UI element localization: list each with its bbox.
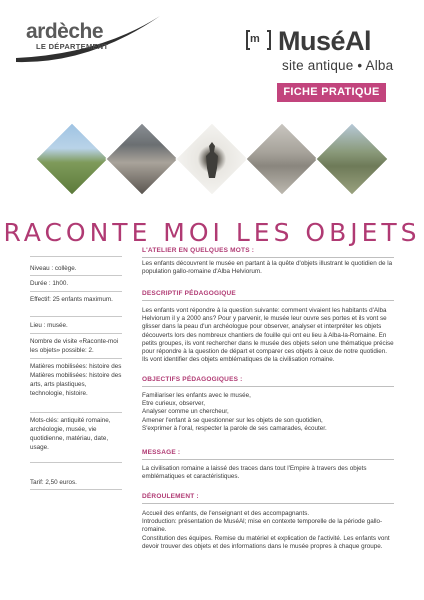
section-paragraph: Les enfants vont répondre à la question suivante: comment vivaient les habitants d'Alba Helviorum il y a 2000 ans? Pour y parvenir, le musée leur ouvre ses portes et ils vont se glisser dans la peau d'un archéologue pour observer, analyser et interpréter les objets découverts lors des nombreux chantiers de fouille qui ont eu lieu à Alba-la-Romaine. En petits groupes, ils vont rechercher dans le musée des objets selon une thématique précise pour répondre à la question de départ et comparer ces objets à ceux de notre quotidien. Ils vont identifier des objets emblématiques de la civilisation romaine. [142,307,394,364]
left-item-headcount: Effectif: 25 enfants maximum. [30,296,113,303]
section-text-objectifs [142,392,394,433]
left-separator [30,358,122,359]
left-item-subjects: Matières mobilisées: histoire des Matières mobilisées: histoire des arts, arts plastiques, technologie, histoire. [30,363,122,397]
ardeche-logo-name: ardèche [26,20,104,43]
section-text-deroulement [142,510,394,551]
section-text-atelier [142,260,394,276]
photo-stone-steps-diamond [245,122,319,196]
left-separator [30,333,122,334]
left-separator [30,412,122,413]
section-divider [142,257,394,258]
photo-group-visit-diamond [105,122,179,196]
photo-ruins-diamond [315,122,389,196]
section-heading-atelier: L'ATELIER EN QUELQUES MOTS : [142,247,255,254]
page-title: RACONTE MOI LES OBJETS [3,218,421,247]
section-paragraph: Accueil des enfants, de l'enseignant et des accompagnants. [142,510,310,517]
section-divider [142,300,394,301]
section-divider [142,386,394,387]
ardeche-logo-subtitle: LE DÉPARTEMENT [36,42,109,51]
section-divider [142,459,394,460]
left-separator [30,256,122,257]
left-separator [30,291,122,292]
section-heading-message: MESSAGE : [142,449,181,456]
section-heading-deroulement: DÉROULEMENT : [142,493,199,500]
section-divider [142,503,394,504]
photo-statue-diamond [175,122,249,196]
museal-logo-subtitle: site antique • Alba [282,58,394,73]
objective-line: Etre curieux, observer, [142,400,205,408]
section-paragraph: Constitution des équipes. Remise du matériel et explication de l'activité. Les enfants vont devoir trouver des objets et des informations dans le musée propres à chaque groupe. [142,534,390,550]
left-separator [30,462,122,463]
left-item-visit-count: Nombre de visite «Raconte-moi les objets» possible: 2. [30,338,119,354]
section-text-descriptif [142,307,394,364]
left-separator [30,489,122,490]
objective-line: S'exprimer à l'oral, respecter la parole de ses camarades, écouter. [142,424,327,432]
museal-mark-right-bracket [267,30,271,50]
section-text-message [142,465,394,481]
left-item-keywords: Mots-clés: antiquité romaine, archéologie, musée, vie quotidienne, matériau, date, usage. [30,417,111,451]
museal-mark-letter: m [250,33,260,45]
museal-logo-name: MuséAl [278,26,372,56]
left-separator [30,275,122,276]
section-heading-objectifs: OBJECTIFS PÉDAGOGIQUES : [142,376,243,383]
objective-line: Analyser comme un chercheur, [142,408,229,416]
section-heading-descriptif: DESCRIPTIF PÉDAGOGIQUE [142,290,236,297]
objective-line: Familiariser les enfants avec le musée, [142,392,251,399]
left-item-place: Lieu : musée. [30,322,68,329]
photo-archaeological-site-diamond [35,122,109,196]
section-paragraph: La civilisation romaine a laissé des traces dans tout l'Empire à travers des objets emblématiques et caractéristiques. [142,465,367,481]
left-item-level: Niveau : collège. [30,265,77,272]
left-item-duration: Durée : 1h00. [30,280,69,287]
section-paragraph: Introduction: présentation de MuséAl; mise en contexte temporelle de la période gallo-romaine. [142,518,383,534]
fiche-pratique-badge: FICHE PRATIQUE [277,83,386,102]
objective-line: Amener l'enfant à se questionner sur les objets de son quotidien, [142,416,323,424]
left-item-price: Tarif: 2,50 euros. [30,479,77,486]
left-separator [30,316,122,317]
section-paragraph: Les enfants découvrent le musée en partant à la quête d'objets illustrant le quotidien de la population gallo-romaine d'Alba Helviorum. [142,260,393,276]
